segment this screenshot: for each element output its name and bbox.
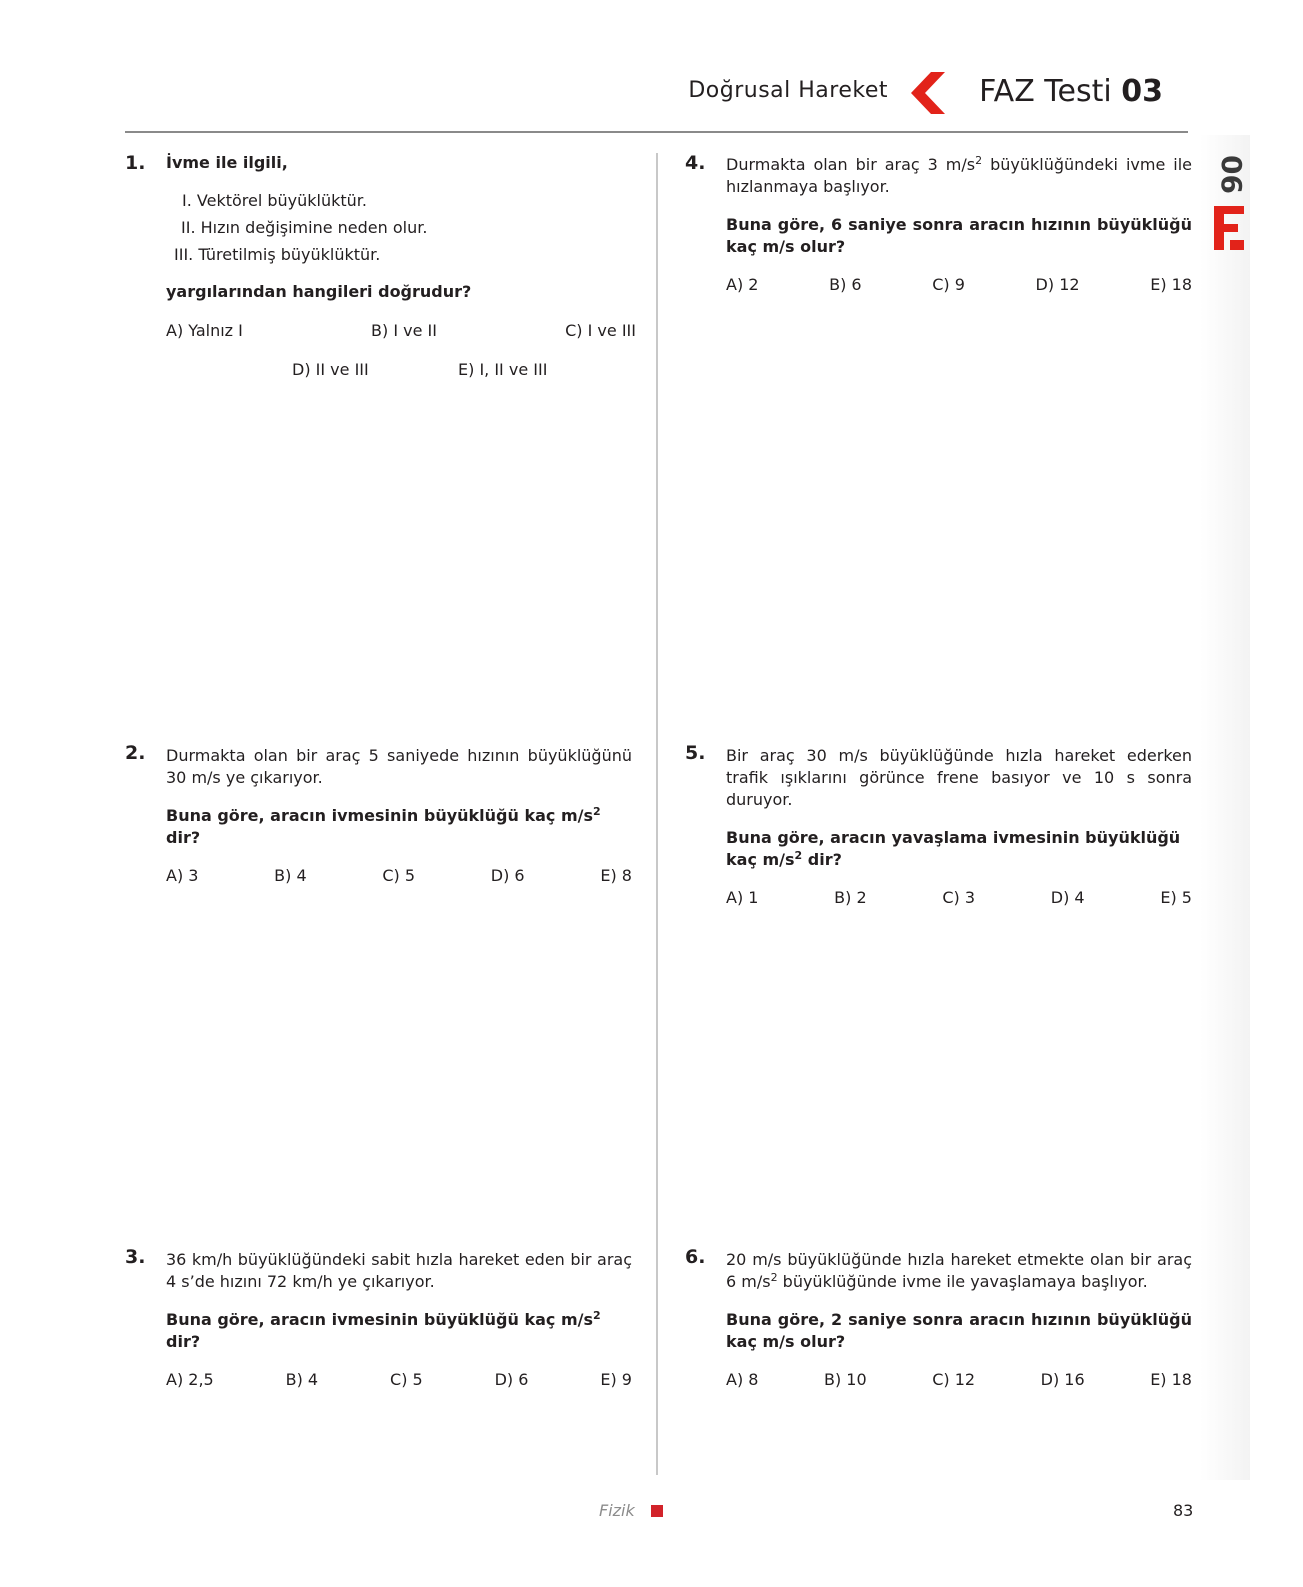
- question-stem: Durmakta olan bir araç 3 $m/s^2$ büyüklüğündeki ivme ile hızlanmaya başlıyor.: [726, 154, 1192, 196]
- question-text: Buna göre, 2 saniye sonra aracın hızının büyüklüğü kaç m/s olur?: [726, 1310, 1192, 1351]
- question-number: 3.: [125, 1246, 146, 1268]
- option-b[interactable]: B) 2: [834, 888, 867, 907]
- option-b[interactable]: B) 10: [824, 1370, 867, 1389]
- question-text: yargılarından hangileri doğrudur?: [166, 282, 472, 301]
- option-e[interactable]: E) 9: [600, 1370, 632, 1389]
- question-number: 4.: [685, 152, 706, 174]
- question-stem: 36 km/h büyüklüğündeki sabit hızla hareket eden bir araç 4 s’de hızını 72 km/h ye çıkarıyor.: [166, 1250, 632, 1291]
- question-4: [726, 154, 1192, 296]
- question-number: 2.: [125, 742, 146, 764]
- question-stem: 20 m/s büyüklüğünde hızla hareket etmekte olan bir araç 6 $m/s^2$ büyüklüğünde ivme ile yavaşlamaya başlıyor.: [726, 1250, 1192, 1291]
- option-e[interactable]: E) 5: [1160, 888, 1192, 907]
- options-row: [726, 274, 1192, 296]
- option-a[interactable]: A) 3: [166, 866, 199, 885]
- options-row: [726, 1369, 1192, 1391]
- options-row: [166, 320, 636, 342]
- question-number: 1.: [125, 152, 146, 174]
- option-b[interactable]: B) 6: [829, 275, 862, 294]
- header-divider: [125, 131, 1188, 133]
- question-5: [726, 745, 1192, 909]
- option-e[interactable]: E) 18: [1150, 1370, 1192, 1389]
- options-row: [166, 1369, 632, 1391]
- options-row: [166, 359, 636, 381]
- test-number: 03: [1121, 74, 1163, 109]
- option-a[interactable]: A) 2,5: [166, 1370, 214, 1389]
- options-row: [726, 887, 1192, 909]
- question-2: [166, 745, 632, 887]
- option-b[interactable]: B) I ve II: [371, 321, 437, 340]
- question-text: Buna göre, 6 saniye sonra aracın hızının büyüklüğü kaç m/s olur?: [726, 215, 1192, 256]
- statement-item: II. Hızın değişimine neden olur.: [181, 218, 428, 237]
- option-e[interactable]: E) 18: [1150, 275, 1192, 294]
- option-d[interactable]: D) 12: [1035, 275, 1080, 294]
- option-a[interactable]: A) 1: [726, 888, 759, 907]
- options-row: [166, 865, 632, 887]
- question-3: [166, 1249, 632, 1391]
- option-a[interactable]: A) Yalnız I: [166, 321, 243, 340]
- side-number: 06: [1215, 155, 1248, 194]
- option-c[interactable]: C) I ve III: [565, 321, 636, 340]
- question-number: 6.: [685, 1246, 706, 1268]
- statement-item: III. Türetilmiş büyüklüktür.: [174, 245, 381, 264]
- column-divider: [656, 153, 658, 1475]
- question-text: Buna göre, aracın ivmesinin büyüklüğü kaç $m/s^2$ dir?: [166, 1309, 601, 1351]
- option-d[interactable]: D) 16: [1040, 1370, 1085, 1389]
- chevron-left-icon: [907, 70, 953, 116]
- question-text: Buna göre, aracın ivmesinin büyüklüğü kaç $m/s^2$ dir?: [166, 805, 601, 847]
- test-label: FAZ Testi: [979, 74, 1112, 109]
- option-c[interactable]: C) 3: [942, 888, 976, 907]
- option-c[interactable]: C) 5: [390, 1370, 423, 1389]
- square-icon: [651, 1505, 663, 1517]
- option-b[interactable]: B) 4: [274, 866, 307, 885]
- statement-item: I. Vektörel büyüklüktür.: [182, 191, 367, 210]
- question-number: 5.: [685, 742, 706, 764]
- test-title: [979, 74, 1163, 109]
- option-d[interactable]: D) 6: [490, 866, 525, 885]
- option-d[interactable]: D) 6: [494, 1370, 529, 1389]
- option-c[interactable]: C) 9: [932, 275, 965, 294]
- option-e[interactable]: E) 8: [600, 866, 632, 885]
- option-a[interactable]: A) 8: [726, 1370, 759, 1389]
- topic-title: Doğrusal Hareket: [688, 78, 888, 103]
- side-strip: [1200, 135, 1250, 1480]
- faz-logo-icon: [1212, 200, 1248, 256]
- option-c[interactable]: C) 5: [382, 866, 416, 885]
- question-stem: Durmakta olan bir araç 5 saniyede hızının büyüklüğünü 30 m/s ye çıkarıyor.: [166, 746, 632, 787]
- question-intro: İvme ile ilgili,: [166, 153, 288, 172]
- question-text: Buna göre, aracın yavaşlama ivmesinin büyüklüğü kaç $m/s^2$ dir?: [726, 828, 1181, 869]
- option-c[interactable]: C) 12: [932, 1370, 976, 1389]
- footer-subject: Fizik: [599, 1501, 635, 1520]
- option-d[interactable]: D) 4: [1050, 888, 1085, 907]
- statement-list: [172, 190, 636, 271]
- page-number: 83: [1173, 1501, 1194, 1520]
- option-a[interactable]: A) 2: [726, 275, 759, 294]
- question-1: [166, 152, 636, 381]
- question-stem: Bir araç 30 m/s büyüklüğünde hızla hareket ederken trafik ışıklarını görünce frene basıyor ve 10 s sonra duruyor.: [726, 746, 1192, 809]
- option-b[interactable]: B) 4: [285, 1370, 319, 1389]
- option-d[interactable]: D) II ve III: [292, 360, 369, 379]
- question-6: [726, 1249, 1192, 1391]
- option-e[interactable]: E) I, II ve III: [458, 360, 548, 379]
